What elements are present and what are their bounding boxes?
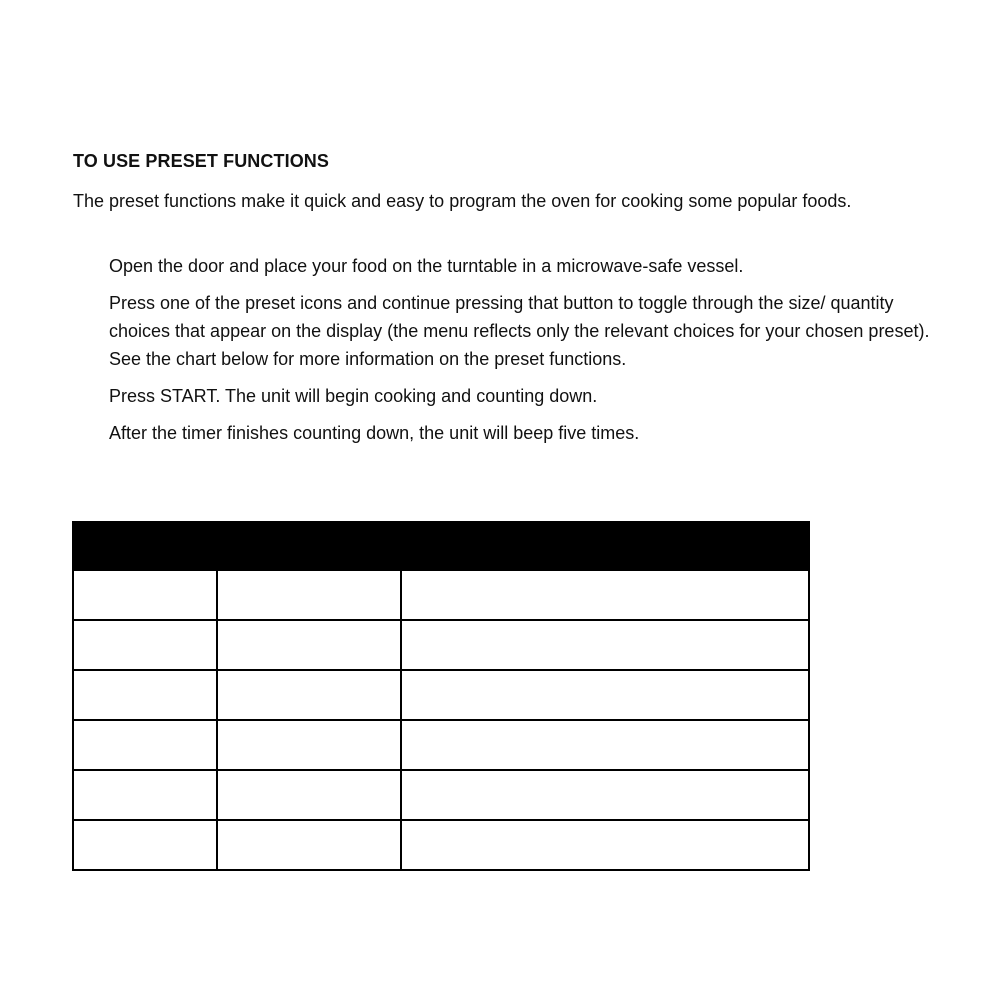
preset-functions-table xyxy=(72,521,810,871)
table-cell xyxy=(401,820,809,870)
table-cell xyxy=(73,570,217,620)
step-item: Open the door and place your food on the turntable in a microwave-safe vessel. xyxy=(109,256,744,276)
table-cell xyxy=(73,770,217,820)
table-cell xyxy=(217,770,401,820)
table-cell xyxy=(401,720,809,770)
table-cell xyxy=(217,570,401,620)
table-cell xyxy=(401,770,809,820)
table-cell xyxy=(73,820,217,870)
table-header-cell xyxy=(73,522,217,570)
table-cell xyxy=(73,620,217,670)
table-cell xyxy=(217,620,401,670)
intro-paragraph: The preset functions make it quick and easy to program the oven for cooking some popular foods. xyxy=(73,191,852,211)
table-row xyxy=(73,820,809,870)
step-item: Press START. The unit will begin cooking and counting down. xyxy=(109,386,598,406)
steps-list xyxy=(109,252,944,456)
table-row xyxy=(73,670,809,720)
table-cell xyxy=(73,670,217,720)
table-cell xyxy=(73,720,217,770)
table-cell xyxy=(401,570,809,620)
table-row xyxy=(73,720,809,770)
table-header-cell xyxy=(217,522,401,570)
table-header-cell xyxy=(401,522,809,570)
table-header-row xyxy=(73,522,809,570)
step-item: After the timer finishes counting down, the unit will beep five times. xyxy=(109,423,640,443)
table-row xyxy=(73,620,809,670)
table-cell xyxy=(401,620,809,670)
table-cell xyxy=(217,670,401,720)
section-heading: TO USE PRESET FUNCTIONS xyxy=(73,151,329,171)
table-row xyxy=(73,770,809,820)
table-row xyxy=(73,570,809,620)
table-cell xyxy=(401,670,809,720)
step-item: Press one of the preset icons and continue pressing that button to toggle through the size/ quantity choices that appear on the display (the menu reflects only the relevant choices for your chosen preset). See the chart below for more information on the preset functions. xyxy=(109,293,930,369)
table-cell xyxy=(217,820,401,870)
table-cell xyxy=(217,720,401,770)
